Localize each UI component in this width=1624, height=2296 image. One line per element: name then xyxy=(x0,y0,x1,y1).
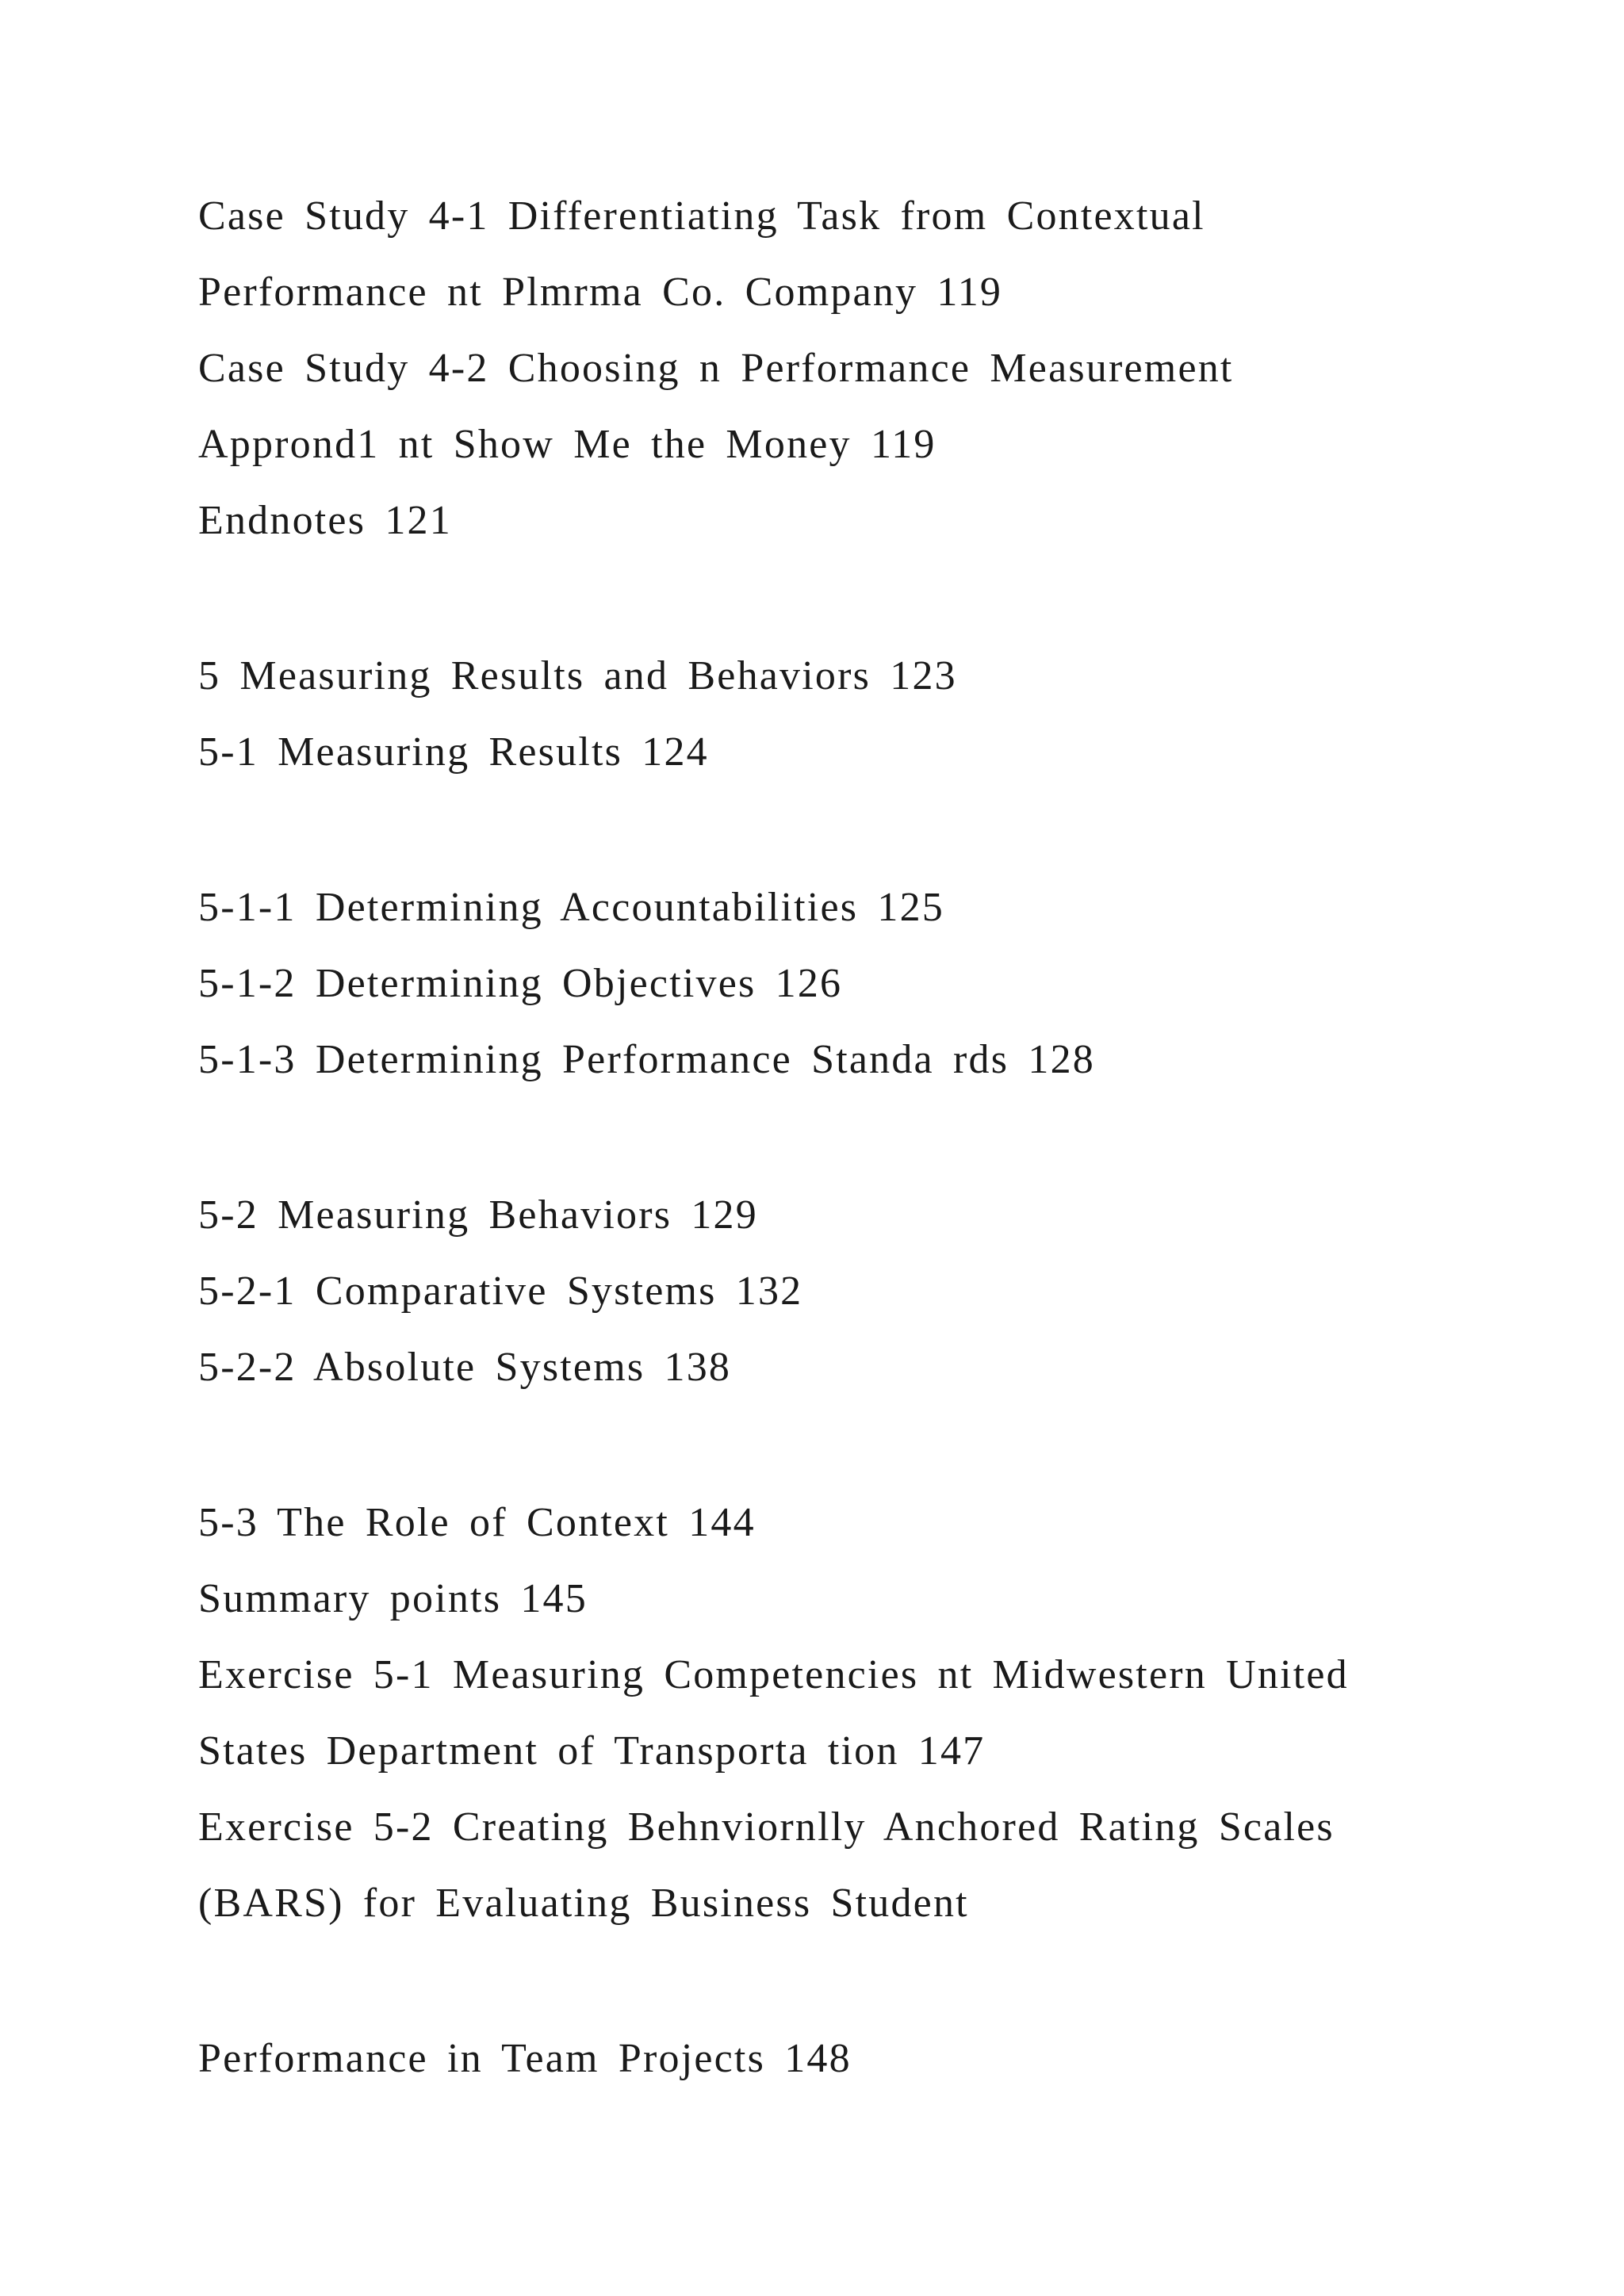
toc-group-5-2 xyxy=(198,1177,1594,1406)
toc-line: 5-1-1 Determining Accountabilities 125 xyxy=(198,885,944,930)
section-gap xyxy=(198,559,1594,638)
toc-line: Apprond1 nt Show Me the Money 119 xyxy=(198,422,936,467)
toc-line: 5-2-1 Comparative Systems 132 xyxy=(198,1269,803,1314)
table-of-contents xyxy=(198,178,1594,2097)
toc-line: 5-2-2 Absolute Systems 138 xyxy=(198,1345,732,1390)
section-gap xyxy=(198,1098,1594,1177)
toc-group-5-3 xyxy=(198,1485,1594,1942)
toc-line: Case Study 4-1 Differentiating Task from Contextual xyxy=(198,193,1205,239)
toc-line: 5-1-2 Determining Objectives 126 xyxy=(198,961,843,1006)
toc-line: Performance nt Plmrma Co. Company 119 xyxy=(198,270,1003,315)
section-gap xyxy=(198,1406,1594,1485)
toc-line: States Department of Transporta tion 147 xyxy=(198,1728,986,1774)
toc-group-chapter-5 xyxy=(198,638,1594,790)
toc-line: Summary points 145 xyxy=(198,1576,588,1621)
section-gap xyxy=(198,1942,1594,2021)
toc-line: 5 Measuring Results and Behaviors 123 xyxy=(198,653,957,698)
toc-line: 5-3 The Role of Context 144 xyxy=(198,1500,756,1545)
toc-group-5-1 xyxy=(198,870,1594,1098)
toc-line: Case Study 4-2 Choosing n Performance Measurement xyxy=(198,346,1234,391)
toc-line: Exercise 5-2 Creating Behnviornlly Anchored Rating Scales xyxy=(198,1804,1335,1850)
toc-line: Performance in Team Projects 148 xyxy=(198,2036,852,2081)
toc-group-case-studies xyxy=(198,178,1594,559)
toc-line: 5-1-3 Determining Performance Standa rds 128 xyxy=(198,1037,1095,1082)
toc-line: Endnotes 121 xyxy=(198,498,452,543)
toc-group-final xyxy=(198,2021,1594,2097)
section-gap xyxy=(198,790,1594,870)
toc-line: 5-2 Measuring Behaviors 129 xyxy=(198,1192,758,1238)
toc-line: 5-1 Measuring Results 124 xyxy=(198,729,709,775)
toc-line: (BARS) for Evaluating Business Student xyxy=(198,1881,969,1926)
toc-line: Exercise 5-1 Measuring Competencies nt Midwestern United xyxy=(198,1652,1349,1697)
